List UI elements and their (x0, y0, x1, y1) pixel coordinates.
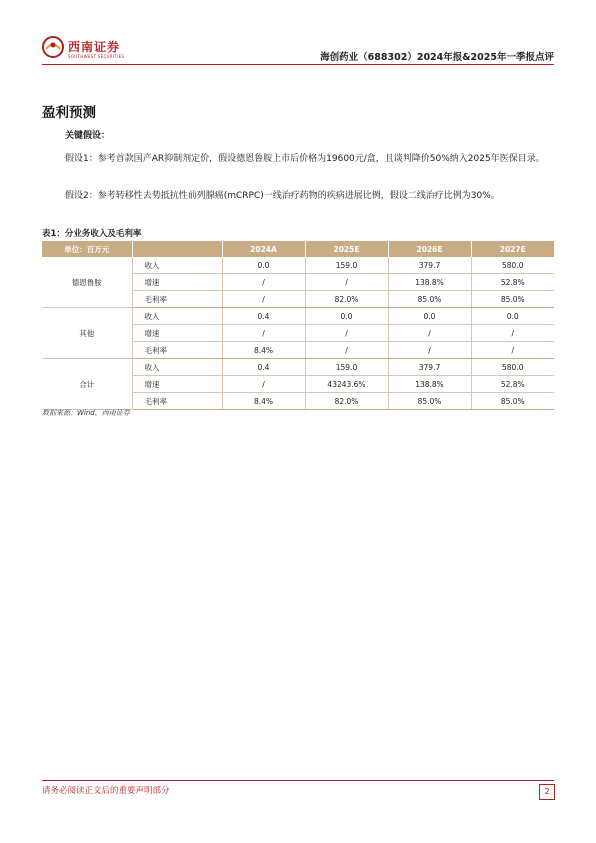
table-source: 数据来源：Wind，西南证券 (42, 409, 130, 417)
header-2027e: 2027E (471, 241, 554, 257)
company-logo-icon (42, 36, 64, 58)
metric-label: 收入 (132, 359, 222, 376)
table-cell: 159.0 (305, 359, 388, 376)
table-cell: 82.0% (305, 393, 388, 410)
table-cell: 0.0 (471, 308, 554, 325)
footer-divider (42, 780, 554, 781)
table-cell: / (305, 325, 388, 342)
revenue-margin-table (42, 241, 554, 410)
table-cell: 159.0 (305, 257, 388, 274)
table-cell: / (305, 342, 388, 359)
footer-disclaimer: 请务必阅读正文后的重要声明部分 (42, 786, 170, 796)
table-cell: / (222, 376, 305, 393)
metric-label: 毛利率 (132, 342, 222, 359)
table-cell: 52.8% (471, 376, 554, 393)
table-cell: 0.4 (222, 308, 305, 325)
table-cell: 85.0% (388, 291, 471, 308)
table-row (42, 308, 554, 325)
table-cell: 43243.6% (305, 376, 388, 393)
table-title: 表1：分业务收入及毛利率 (42, 229, 142, 239)
assumption-2: 假设2：参考转移性去势抵抗性前列腺癌(mCRPC)一线治疗药物的疾病进展比例，假设二线治疗比例为30%。 (65, 191, 500, 201)
table-cell: 85.0% (471, 393, 554, 410)
table-cell: 8.4% (222, 342, 305, 359)
table-cell: 0.0 (388, 308, 471, 325)
metric-label: 增速 (132, 274, 222, 291)
metric-label: 收入 (132, 257, 222, 274)
header-divider (42, 64, 554, 65)
table-row (42, 359, 554, 376)
section-title: 盈利预测 (42, 105, 96, 121)
table-cell: 379.7 (388, 257, 471, 274)
table-cell: / (471, 342, 554, 359)
table-cell: / (222, 274, 305, 291)
header-2026e: 2026E (388, 241, 471, 257)
header-unit: 单位：百万元 (42, 241, 132, 257)
table-cell: 0.0 (305, 308, 388, 325)
metric-label: 毛利率 (132, 291, 222, 308)
metric-label: 收入 (132, 308, 222, 325)
table-row (42, 257, 554, 274)
metric-label: 增速 (132, 376, 222, 393)
metric-label: 毛利率 (132, 393, 222, 410)
table-cell: 580.0 (471, 359, 554, 376)
logo-text-cn: 西南证券 (68, 40, 121, 54)
table-cell: 85.0% (388, 393, 471, 410)
segment-name: 其他 (42, 308, 132, 359)
key-assumptions-heading: 关键假设： (65, 131, 111, 141)
table-cell: 138.8% (388, 274, 471, 291)
table-cell: / (388, 342, 471, 359)
table-cell: / (305, 274, 388, 291)
table-cell: 379.7 (388, 359, 471, 376)
metric-label: 增速 (132, 325, 222, 342)
header-blank (132, 241, 222, 257)
header-2025e: 2025E (305, 241, 388, 257)
table-cell: / (222, 325, 305, 342)
table-cell: 0.4 (222, 359, 305, 376)
segment-name: 合计 (42, 359, 132, 410)
table-cell: / (222, 291, 305, 308)
page-number: 2 (539, 784, 555, 800)
segment-name: 德恩鲁胺 (42, 257, 132, 308)
report-title: 海创药业（688302）2024年报&2025年一季报点评 (320, 52, 554, 63)
table-cell: / (471, 325, 554, 342)
table-cell: 8.4% (222, 393, 305, 410)
table-cell: / (388, 325, 471, 342)
table-cell: 0.0 (222, 257, 305, 274)
table-header-row (42, 241, 554, 257)
logo-text-en: SOUTHWEST SECURITIES (68, 54, 125, 59)
table-cell: 580.0 (471, 257, 554, 274)
table-cell: 52.8% (471, 274, 554, 291)
assumption-1: 假设1：参考首款国产AR抑制剂定价，假设德恩鲁胺上市后价格为19600元/盒，且谈判降价50%纳入2025年医保目录。 (65, 154, 545, 164)
table-cell: 85.0% (471, 291, 554, 308)
table-cell: 138.8% (388, 376, 471, 393)
table-cell: 82.0% (305, 291, 388, 308)
header-2024a: 2024A (222, 241, 305, 257)
